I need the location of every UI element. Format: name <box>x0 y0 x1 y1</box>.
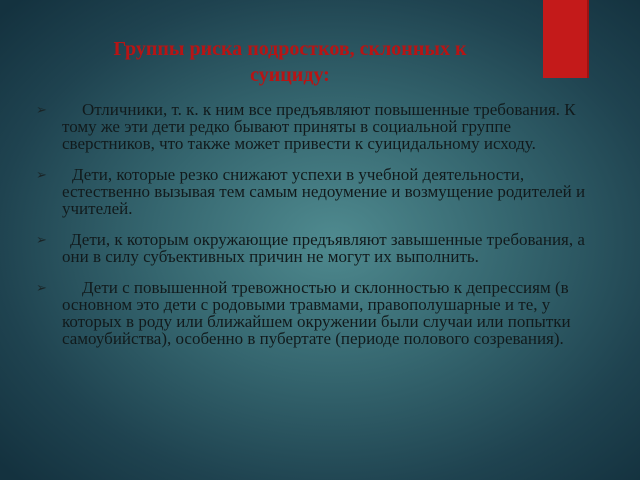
list-item-text: Дети с повышенной тревожностью и склонностью к депрессиям (в основном это дети с родовыми травмами, правополушарные и те, у которых в роду или ближайшем окружении были случаи или попытки самоубийства), особенно в пубертате (периоде полового созревания). <box>62 278 571 348</box>
slide-title <box>40 36 540 88</box>
red-accent-tab <box>543 0 587 78</box>
list-item-text: Отличники, т. к. к ним все предъявляют повышенные требования. К тому же эти дети редко бывают приняты в социальной группе сверстников, что также может привести к суицидальному исходу. <box>62 100 576 153</box>
arrow-bullet-icon: ➢ <box>36 233 47 248</box>
arrow-bullet-icon: ➢ <box>36 168 47 183</box>
arrow-bullet-icon: ➢ <box>36 281 47 296</box>
list-item <box>36 231 608 265</box>
list-item <box>36 166 608 217</box>
list-item-text: Дети, которые резко снижают успехи в учебной деятельности, естественно вызывая тем самым недоумение и возмущение родителей и учителей. <box>62 165 586 218</box>
arrow-bullet-icon: ➢ <box>36 103 47 118</box>
list-item <box>36 279 608 347</box>
slide-title-line-2: суициду: <box>250 64 330 86</box>
risk-group-list <box>36 101 608 361</box>
list-item-text: Дети, к которым окружающие предъявляют завышенные требования, а они в силу субъективных причин не могут их выполнить. <box>62 230 585 266</box>
list-item <box>36 101 608 152</box>
slide-title-line-1: Группы риска подростков, склонных к <box>113 38 467 60</box>
